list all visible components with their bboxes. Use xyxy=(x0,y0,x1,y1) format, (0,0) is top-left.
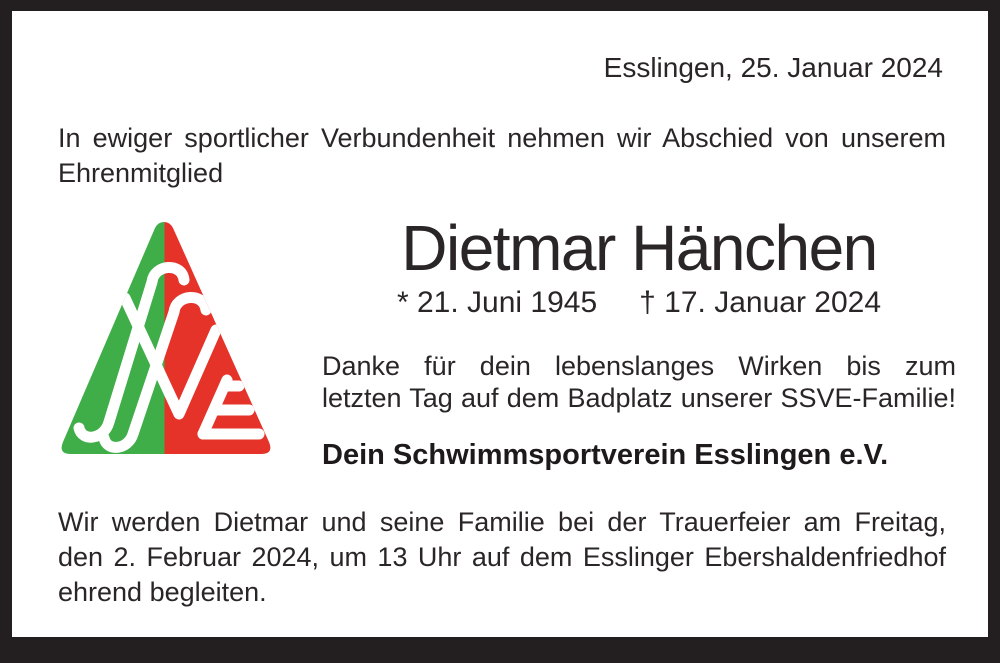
deceased-name: Dietmar Hänchen xyxy=(401,212,877,284)
tribute-line-1: Danke für dein lebenslanges Wirken bis zum xyxy=(322,351,956,381)
funeral-line-1: Wir werden Dietmar und seine Familie bei der Trauerfeier am Freitag, xyxy=(58,507,946,537)
tribute-paragraph xyxy=(322,351,956,414)
tribute-line-2: letzten Tag auf dem Badplatz unserer SSVE-Familie! xyxy=(322,382,956,413)
obituary-card xyxy=(12,11,988,637)
intro-line-2: Ehrenmitglied xyxy=(58,158,224,188)
death-date: † 17. Januar 2024 xyxy=(639,286,882,319)
birth-date: * 21. Juni 1945 xyxy=(396,286,598,319)
ssve-club-logo-icon xyxy=(55,220,277,460)
life-dates xyxy=(322,288,956,318)
dateline: Esslingen, 25. Januar 2024 xyxy=(603,52,943,83)
funeral-paragraph xyxy=(58,505,946,610)
funeral-line-2: den 2. Februar 2024, um 13 Uhr auf dem Esslinger Ebershaldenfriedhof xyxy=(58,542,946,572)
logo-triangle-red-half xyxy=(165,220,278,460)
intro-line-1: In ewiger sportlicher Verbundenheit nehmen wir Abschied von unserem xyxy=(58,123,946,153)
signature-line: Dein Schwimmsportverein Esslingen e.V. xyxy=(322,439,889,471)
funeral-line-3: ehrend begleiten. xyxy=(58,577,267,607)
intro-paragraph xyxy=(58,121,946,191)
